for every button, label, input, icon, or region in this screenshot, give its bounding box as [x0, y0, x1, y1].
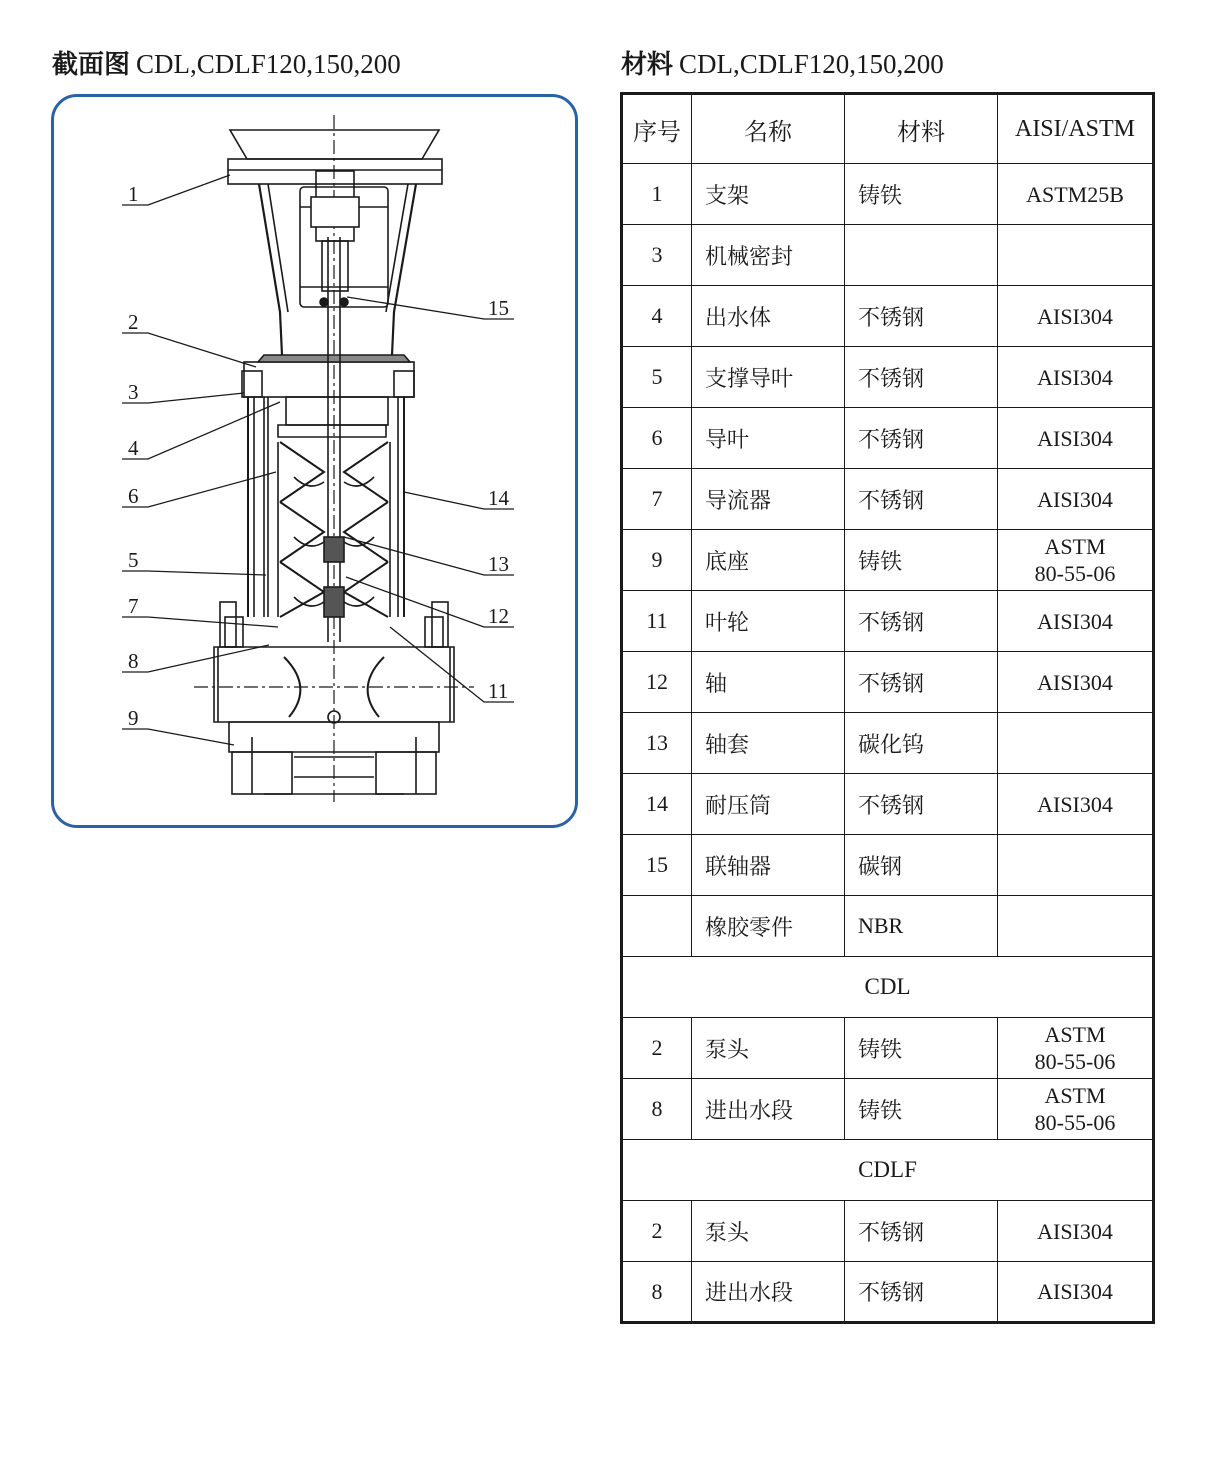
cell-material: 不锈钢 [845, 347, 998, 408]
cell-number: 8 [622, 1079, 692, 1140]
cell-name: 出水体 [692, 286, 845, 347]
cell-material: 不锈钢 [845, 774, 998, 835]
header-number: 序号 [622, 94, 692, 164]
table-row [622, 774, 1154, 835]
cell-name: 轴 [692, 652, 845, 713]
cell-standard [998, 835, 1154, 896]
callout-11: 11 [488, 679, 509, 703]
cdl-section [622, 957, 1154, 1018]
cell-name: 叶轮 [692, 591, 845, 652]
cell-name: 支撑导叶 [692, 347, 845, 408]
table-row [622, 164, 1154, 225]
cell-name: 进出水段 [692, 1262, 845, 1323]
cell-name: 泵头 [692, 1018, 845, 1079]
callout-5: 5 [128, 548, 139, 572]
cell-number: 6 [622, 408, 692, 469]
section-label-cdlf: CDLF [622, 1140, 1154, 1201]
cell-number: 3 [622, 225, 692, 286]
cell-standard: ASTM 80-55-06 [998, 1079, 1154, 1140]
materials-title-models: CDL,CDLF120,150,200 [679, 49, 944, 79]
inlet-flange-left [220, 602, 236, 647]
cell-name: 耐压筒 [692, 774, 845, 835]
cell-material: 铸铁 [845, 530, 998, 591]
cell-material: 不锈钢 [845, 408, 998, 469]
callout-7: 7 [128, 594, 139, 618]
pump-cross-section-drawing [54, 97, 581, 831]
cell-material: 不锈钢 [845, 286, 998, 347]
cell-standard: AISI304 [998, 774, 1154, 835]
cell-standard: AISI304 [998, 652, 1154, 713]
section-row-cdlf [622, 1140, 1154, 1201]
table-row [622, 652, 1154, 713]
table-row [622, 591, 1154, 652]
callout-8: 8 [128, 649, 139, 673]
cell-material: 碳钢 [845, 835, 998, 896]
cell-name: 轴套 [692, 713, 845, 774]
cell-number: 13 [622, 713, 692, 774]
cell-number: 2 [622, 1201, 692, 1262]
callout-12: 12 [488, 604, 509, 628]
callout-2: 2 [128, 310, 139, 334]
callout-leaders-left [122, 175, 280, 745]
cell-standard: AISI304 [998, 286, 1154, 347]
cell-material: 不锈钢 [845, 1201, 998, 1262]
cell-standard [998, 896, 1154, 957]
cell-number: 8 [622, 1262, 692, 1323]
cell-standard: AISI304 [998, 1201, 1154, 1262]
cell-number: 9 [622, 530, 692, 591]
header-material: 材料 [845, 94, 998, 164]
header-name: 名称 [692, 94, 845, 164]
callout-1: 1 [128, 182, 139, 206]
cell-standard: AISI304 [998, 469, 1154, 530]
materials-table [620, 92, 1155, 1324]
table-row [622, 347, 1154, 408]
cdlf-rows [622, 1201, 1154, 1323]
cell-material: 不锈钢 [845, 591, 998, 652]
cross-section-drawing-frame [51, 94, 578, 828]
cell-material [845, 225, 998, 286]
table-row [622, 835, 1154, 896]
cell-standard: AISI304 [998, 591, 1154, 652]
materials-rows [622, 164, 1154, 957]
cell-name: 机械密封 [692, 225, 845, 286]
cell-number: 1 [622, 164, 692, 225]
cell-number: 12 [622, 652, 692, 713]
callout-6: 6 [128, 484, 139, 508]
cell-name: 底座 [692, 530, 845, 591]
cell-material: 不锈钢 [845, 652, 998, 713]
cell-name: 泵头 [692, 1201, 845, 1262]
table-row [622, 1018, 1154, 1079]
section-title-cross-section [52, 44, 401, 81]
cell-name: 联轴器 [692, 835, 845, 896]
callout-9: 9 [128, 706, 139, 730]
table-row [622, 1262, 1154, 1323]
cell-name: 橡胶零件 [692, 896, 845, 957]
cell-material: 铸铁 [845, 1079, 998, 1140]
outlet-body [286, 397, 388, 425]
cell-material: 不锈钢 [845, 1262, 998, 1323]
cdl-rows [622, 1018, 1154, 1140]
cell-number: 5 [622, 347, 692, 408]
cell-standard: ASTM 80-55-06 [998, 1018, 1154, 1079]
cell-number: 11 [622, 591, 692, 652]
cell-number [622, 896, 692, 957]
callout-4: 4 [128, 436, 139, 460]
section-row-cdl [622, 957, 1154, 1018]
cell-number: 4 [622, 286, 692, 347]
table-row [622, 713, 1154, 774]
pump-head [244, 362, 414, 397]
table-row [622, 1079, 1154, 1140]
cell-standard: AISI304 [998, 1262, 1154, 1323]
materials-title-zh: 材料 [621, 50, 674, 80]
table-row [622, 225, 1154, 286]
cell-number: 14 [622, 774, 692, 835]
cell-name: 导流器 [692, 469, 845, 530]
section-label-cdl: CDL [622, 957, 1154, 1018]
table-row [622, 408, 1154, 469]
cell-number: 15 [622, 835, 692, 896]
cell-standard: ASTM 80-55-06 [998, 530, 1154, 591]
table-row [622, 286, 1154, 347]
table-header-row [622, 94, 1154, 164]
cell-standard [998, 225, 1154, 286]
cell-material: 不锈钢 [845, 469, 998, 530]
table-row [622, 530, 1154, 591]
cell-standard: ASTM25B [998, 164, 1154, 225]
cdlf-section [622, 1140, 1154, 1201]
callout-3: 3 [128, 380, 139, 404]
table-row [622, 1201, 1154, 1262]
cell-material: 铸铁 [845, 1018, 998, 1079]
section-title-materials [621, 44, 944, 81]
cell-material: 碳化钨 [845, 713, 998, 774]
cell-material: 铸铁 [845, 164, 998, 225]
callout-13: 13 [488, 552, 509, 576]
cell-name: 支架 [692, 164, 845, 225]
callout-15: 15 [488, 296, 509, 320]
table-row [622, 469, 1154, 530]
cell-standard: AISI304 [998, 408, 1154, 469]
table-row [622, 896, 1154, 957]
cell-name: 导叶 [692, 408, 845, 469]
cell-material: NBR [845, 896, 998, 957]
callout-14: 14 [488, 486, 509, 510]
cross-section-title-zh: 截面图 [52, 50, 131, 80]
cell-number: 7 [622, 469, 692, 530]
cell-standard: AISI304 [998, 347, 1154, 408]
cell-standard [998, 713, 1154, 774]
cross-section-title-models: CDL,CDLF120,150,200 [136, 49, 401, 79]
cell-name: 进出水段 [692, 1079, 845, 1140]
header-standard: AISI/ASTM [998, 94, 1154, 164]
cell-number: 2 [622, 1018, 692, 1079]
